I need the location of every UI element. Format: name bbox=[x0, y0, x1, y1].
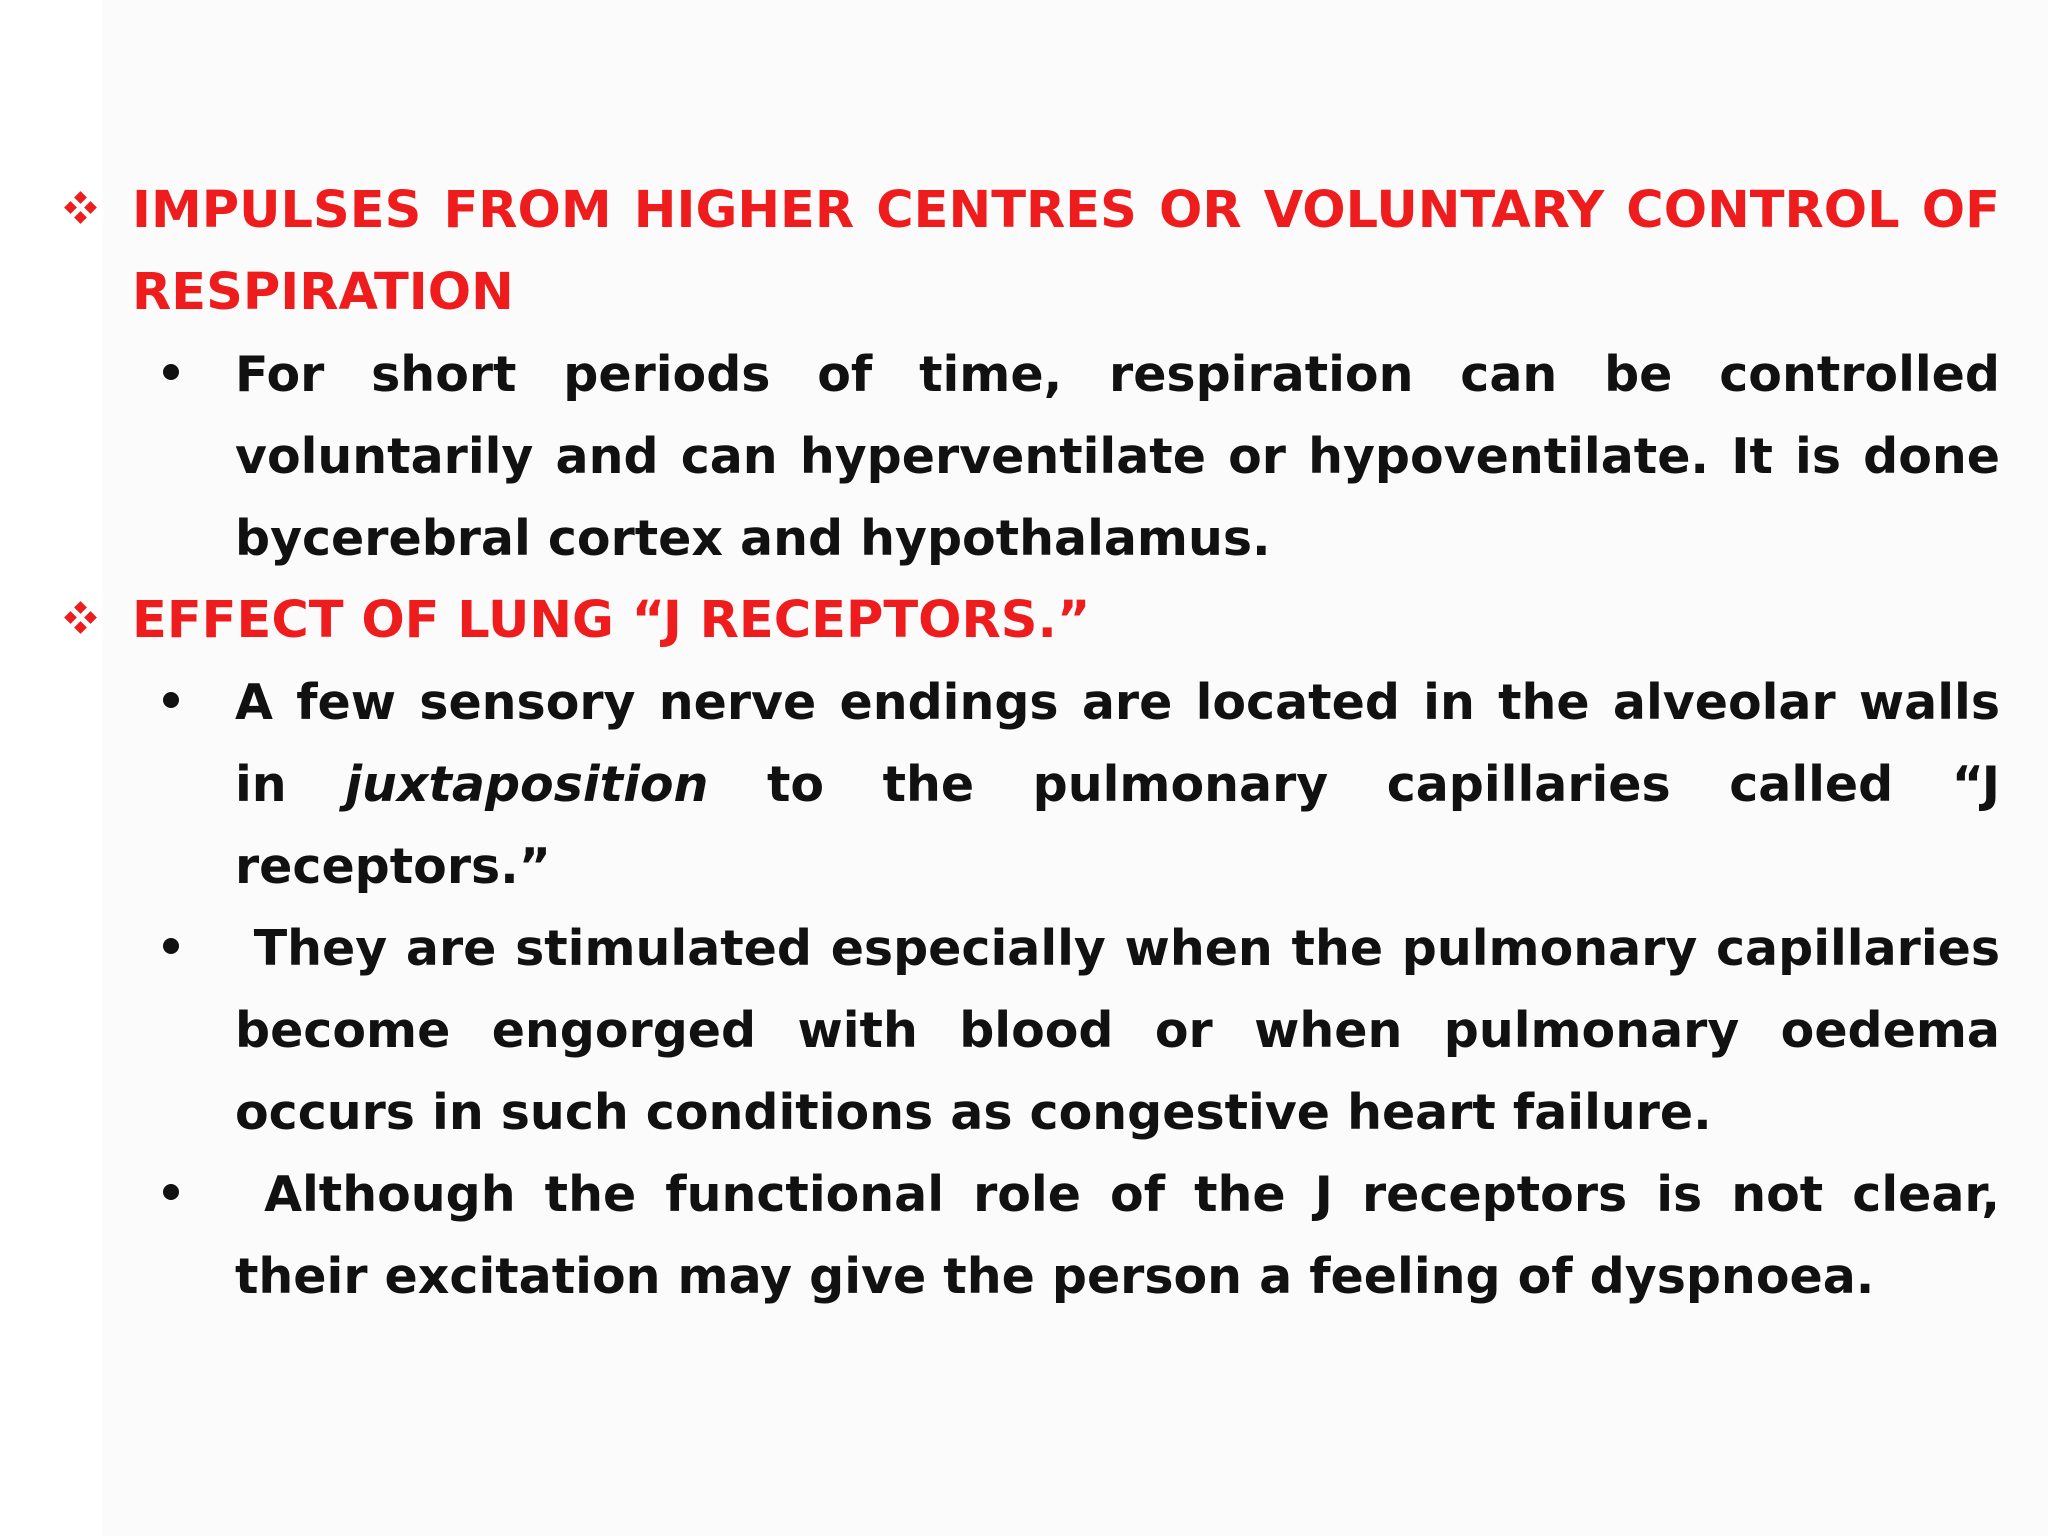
bullet-text-part: to the pulmonary capillaries called “J receptors.” bbox=[235, 756, 2000, 895]
bullet-text: They are stimulated especially when the pulmonary capillaries become engorged with blood or when pulmonary oedema occurs in such conditions as congestive heart failure. bbox=[235, 920, 2018, 1141]
bullet-text-italic: juxtaposition bbox=[345, 756, 709, 813]
heading-text: EFFECT OF LUNG “J RECEPTORS.” bbox=[132, 591, 1091, 650]
four-diamond-icon bbox=[64, 602, 98, 636]
bullet-j-receptors-role bbox=[60, 1154, 2018, 1318]
bullet-j-receptors-location bbox=[60, 662, 2000, 908]
bullet-dot-icon bbox=[163, 938, 179, 954]
bullet-dot-icon bbox=[163, 364, 179, 380]
bullet-dot-icon bbox=[163, 1184, 179, 1200]
bullet-text: For short periods of time, respiration can be controlled voluntarily and can hyperventilate or hypoventilate. It is done bycerebral cortex and hypothalamus. bbox=[235, 346, 2000, 567]
slide-content bbox=[60, 170, 2018, 1318]
bullet-text-part: A few sensory nerve endings are located in the alveolar walls in bbox=[235, 674, 2000, 813]
heading-text: IMPULSES FROM HIGHER CENTRES OR VOLUNTARY CONTROL OF RESPIRATION bbox=[132, 181, 2000, 322]
bullet-j-receptors-stimulation bbox=[60, 908, 2018, 1154]
section-heading-voluntary-control bbox=[60, 170, 2000, 334]
four-diamond-icon bbox=[64, 192, 98, 226]
section-heading-j-receptors bbox=[60, 580, 2000, 662]
bullet-voluntary-control bbox=[60, 334, 2000, 580]
bullet-dot-icon bbox=[163, 692, 179, 708]
bullet-text: Although the functional role of the J receptors is not clear, their excitation may give the person a feeling of dyspnoea. bbox=[235, 1166, 2018, 1305]
